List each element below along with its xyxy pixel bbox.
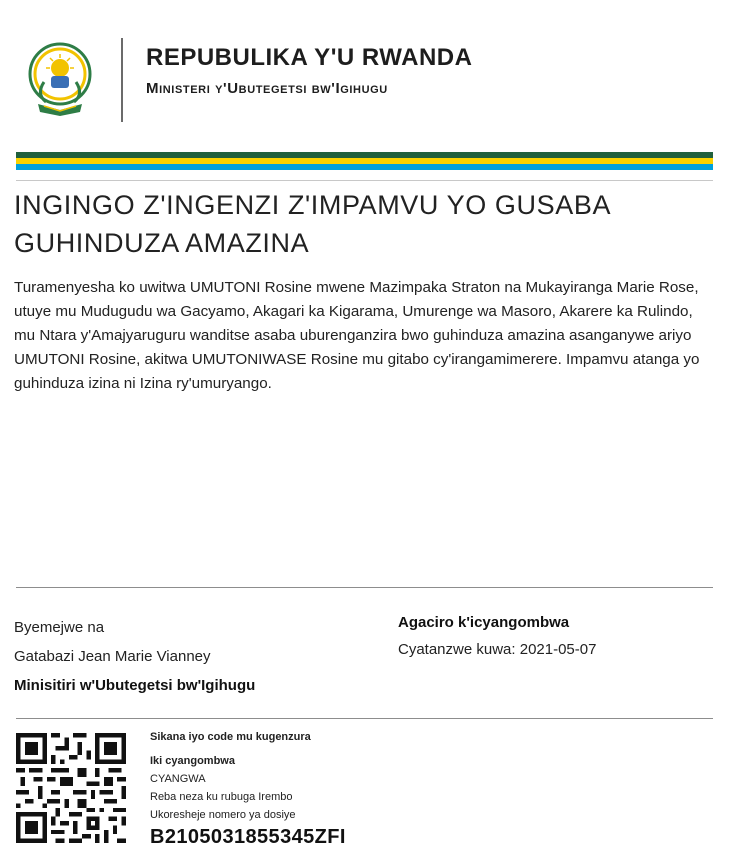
qr-code-icon[interactable] [16,732,126,844]
approved-by-label: Byemejwe na [14,619,105,636]
verify-instruction-4: Reba neza ku rubuga Irembo [150,791,293,803]
footer-rule [16,718,713,719]
verify-instruction-2: Iki cyangombwa [150,755,235,767]
flag-stripe-blue [16,164,713,170]
header-divider [121,38,123,122]
signature-rule [16,587,713,588]
coat-of-arms-icon [22,38,98,118]
verify-instruction-3: CYANGWA [150,773,206,785]
approver-name: Gatabazi Jean Marie Vianney [14,648,211,665]
republic-title: REPUBULIKA Y'U RWANDA [146,44,473,71]
header-rule [16,180,713,181]
verify-instruction-1: Sikana iyo code mu kugenzura [150,731,311,743]
ministry-name: Ministeri y'Ubutegetsi bw'Igihugu [146,80,388,97]
document-body: Turamenyesha ko uwitwa UMUTONI Rosine mwene Mazimpaka Straton na Mukayiranga Marie Rose, utuye mu Mudugudu wa Gacyamo, Akagari ka Kigarama, Umurenge wa Masoro, Akarere ka Rulindo, mu Ntara y'Amajyaruguru wanditse asaba uburenganzira bwo guhinduza amazina asanganywe ariyo UMUTONI Rosine, akitwa UMUTONIWASE Rosine mu gitabo cy'irangamimerere. Impamvu atanga yo guhinduza izina ni Izina ry'umuryango. [14,279,700,392]
validity-label: Agaciro k'icyangombwa [398,614,570,631]
document-title-line1: INGINGO Z'INGENZI Z'IMPAMVU YO GUSABA [14,190,612,220]
document-title [14,186,714,262]
approver-role: Minisitiri w'Ubutegetsi bw'Igihugu [14,677,256,694]
issue-date: Cyatanzwe kuwa: 2021-05-07 [398,641,597,658]
document-title-line2: GUHINDUZA AMAZINA [14,228,310,258]
file-number: B2105031855345ZFI [150,826,346,848]
flag-band [16,152,713,170]
verify-instruction-5: Ukoresheje nomero ya dosiye [150,809,296,821]
